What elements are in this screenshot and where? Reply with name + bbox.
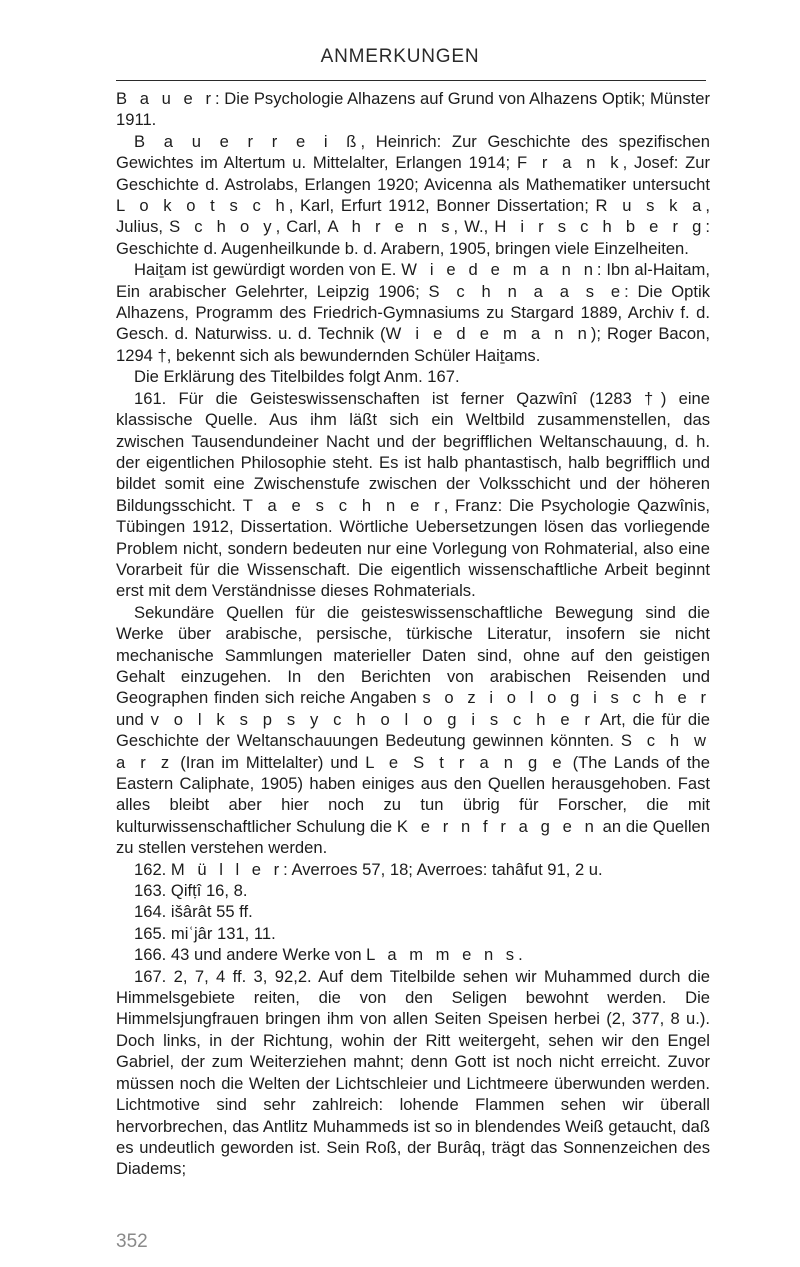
paragraph-titelbild: Die Erklärung des Titelbildes folgt Anm. 167. <box>134 367 460 387</box>
page-number: 352 <box>116 1231 148 1252</box>
paragraph-sekundaere-quellen: Sekundäre Quellen für die geisteswissenschaftliche Bewegung sind die Werke über arabische, persische, türkische Literatur, insofern sie nicht mechanische Sammlungen materieller Daten sind, ohne auf den geistigen Gehalt einzugehen. In den Berichten von arabischen Reisenden und Geographen finden sich reiche Angaben s o z i o l o g i s c h e r und v o l k s p s y c h o l o g i s c h e r Art, die für die Geschichte der Weltanschauungen Bedeutung gewinnen könnten. S c h w a r z (Iran im Mittelalter) und L e S t r a n g e (The Lands of the Eastern Caliphate, 1905) haben einiges aus den Quellen herausgehoben. Fast alles bleibt aber hier noch zu tun übrig für Forscher, die mit kulturwissenschaftlicher Schulung die K e r n f r a g e n an die Quellen zu stellen verstehen werden. <box>116 602 711 858</box>
running-head: ANMERKUNGEN <box>320 46 480 67</box>
paragraph-bauerreiss: B a u e r r e i ß, Heinrich: Zur Geschichte des spezifischen Gewichtes im Altertum u. Mittelalter, Erlangen 1914; F r a n k, Josef: Zur Geschichte d. Astrolabs, Erlangen 1920; Avicenna als Mathematiker untersucht L o k o t s c h, Karl, Erfurt 1912, Bonner Dissertation; R u s k a, Julius, S c h o y, Carl, A h r e n s, W., H i r s c h b e r g: Geschichte d. Augenheilkunde b. d. Arabern, 1905, bringen viele Einzelheiten. <box>116 131 711 258</box>
note-161: 161. Für die Geisteswissenschaften ist ferner Qazwînî (1283 †) eine klassische Quelle. Aus ihm läßt sich ein Weltbild zusammenstellen, das zwischen Tausendundeiner Nacht und der begrifflichen Weltanschauung, d. h. der eigentlichen Philosophie steht. Es ist halb phantastisch, halb begrifflich und bildet somit eine Zwischenstufe zwischen der Volksschicht und der höheren Bildungsschicht. T a e s c h n e r, Franz: Die Psychologie Qazwînis, Tübingen 1912, Dissertation. Wörtliche Uebersetzungen lösen das vorliegende Problem nicht, sondern bedeuten nur eine Vorlegung von Rohmaterial, also eine Vorarbeit für die Wissenschaft. Die eigentlich wissenschaftliche Arbeit beginnt erst mit dem Verständnisse dieses Rohmaterials. <box>116 388 710 601</box>
note-167: 167. 2, 7, 4 ff. 3, 92,2. Auf dem Titelbilde sehen wir Muhammed durch die Himmelsgebiete reiten, die von den Seligen bewohnt werden. Die Himmelsjungfrauen bringen ihm von allen Seiten Speisen herbei (2, 377, 8 u.). Doch links, in der Richtung, wohin der Ritt weitergeht, sehen wir den Engel Gabriel, der zum Weiterziehen mahnt; denn Gott ist noch nicht erreicht. Zuvor müssen noch die Welten der Lichtschleier und Lichtmeere überwunden werden. Lichtmotive sind sehr zahlreich: lohende Flammen sehen wir überall hervorbrechen, das Antlitz Muhammeds ist so in blendendes Weiß getaucht, daß es undeutlich geworden ist. Sein Roß, der Burâq, trägt das Sonnenzeichen des Diadems; <box>116 966 710 1179</box>
header-rule <box>116 80 706 81</box>
paragraph-haitam: Haiṯam ist gewürdigt worden von E. W i e d e m a n n: Ibn al-Haitam, Ein arabischer Gelehrter, Leipzig 1906; S c h n a a s e: Die Optik Alhazens, Programm des Friedrich-Gymnasiums zu Stargard 1889, Archiv f. d. Gesch. d. Naturwiss. u. d. Technik (W i e d e m a n n); Roger Bacon, 1294 †, bekennt sich als bewundernden Schüler Haiṯams. <box>116 260 710 365</box>
note-164: 164. išârât 55 ff. <box>134 902 253 922</box>
note-162: 162. M ü l l e r: Averroes 57, 18; Averroes: tahâfut 91, 2 u. <box>134 859 603 879</box>
note-163: 163. Qifṭî 16, 8. <box>134 881 248 901</box>
paragraph-bauer: B a u e r: Die Psychologie Alhazens auf Grund von Alhazens Optik; Münster 1911. <box>116 89 710 130</box>
note-165: 165. miʿjâr 131, 11. <box>134 923 276 943</box>
note-166: 166. 43 und andere Werke von L a m m e n s. <box>134 945 523 965</box>
text-body <box>116 88 710 1180</box>
